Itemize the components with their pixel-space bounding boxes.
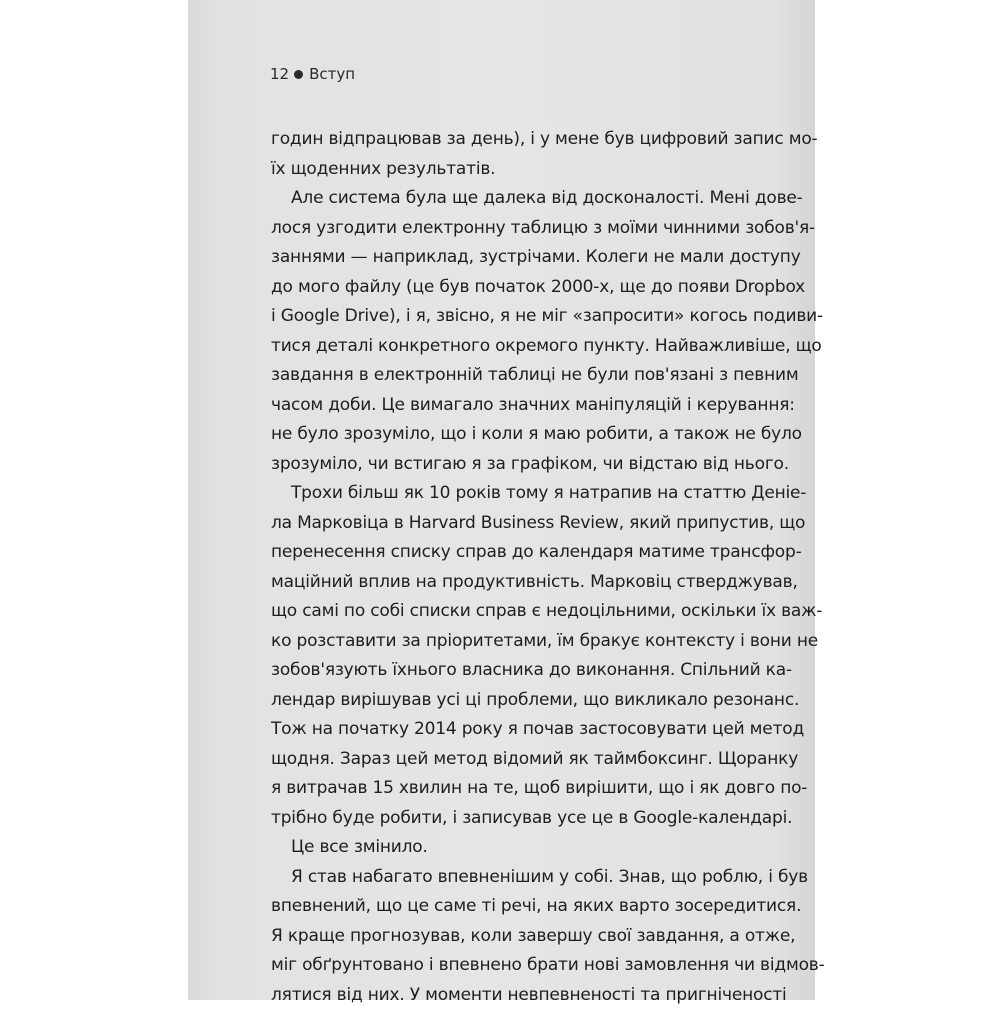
text-line: Це все змінило.: [271, 833, 773, 863]
text-line: я витрачав 15 хвилин на те, щоб вирішити, що і як довго по-: [271, 774, 773, 804]
text-line: годин відпрацював за день), і у мене був цифровий запис мо-: [271, 125, 773, 155]
bullet-icon: [294, 70, 303, 79]
text-line: зрозуміло, чи встигаю я за графіком, чи відстаю від нього.: [271, 450, 773, 480]
text-line: і Google Drive), і я, звісно, я не міг «запросити» когось подиви-: [271, 302, 773, 332]
running-header: [270, 62, 355, 86]
text-line: ла Марковіца в Harvard Business Review, який припустив, що: [271, 509, 773, 539]
text-line: перенесення списку справ до календаря матиме трансфор-: [271, 538, 773, 568]
text-line: їх щоденних результатів.: [271, 155, 773, 185]
text-line: завдання в електронній таблиці не були пов'язані з певним: [271, 361, 773, 391]
text-line: Я став набагато впевненішим у собі. Знав, що роблю, і був: [271, 863, 773, 893]
text-line: лендар вирішував усі ці проблеми, що викликало резонанс.: [271, 686, 773, 716]
text-line: маційний вплив на продуктивність. Марковіц стверджував,: [271, 568, 773, 598]
text-line: ко розставити за пріоритетами, їм бракує контексту і вони не: [271, 627, 773, 657]
text-line: лося узгодити електронну таблицю з моїми чинними зобов'я-: [271, 214, 773, 244]
text-line: Трохи більш як 10 років тому я натрапив на статтю Деніе-: [271, 479, 773, 509]
text-line: зобов'язують їхнього власника до виконання. Спільний ка-: [271, 656, 773, 686]
text-line: тися деталі конкретного окремого пункту. Найважливіше, що: [271, 332, 773, 362]
body-text: [271, 125, 773, 1010]
text-line: Але система була ще далека від досконалості. Мені дове-: [271, 184, 773, 214]
page-number: 12: [270, 65, 289, 83]
text-line: до мого файлу (це був початок 2000-х, ще до появи Dropbox: [271, 273, 773, 303]
text-line: часом доби. Це вимагало значних маніпуляцій і керування:: [271, 391, 773, 421]
book-page: [188, 0, 815, 1000]
section-title: Вступ: [309, 65, 355, 83]
text-line: що самі по собі списки справ є недоцільними, оскільки їх важ-: [271, 597, 773, 627]
text-line: впевнений, що це саме ті речі, на яких варто зосередитися.: [271, 892, 773, 922]
text-line: Тож на початку 2014 року я почав застосовувати цей метод: [271, 715, 773, 745]
text-line: заннями — наприклад, зустрічами. Колеги не мали доступу: [271, 243, 773, 273]
text-line: не було зрозуміло, що і коли я маю робити, а також не було: [271, 420, 773, 450]
text-line: міг обґрунтовано і впевнено брати нові замовлення чи відмов-: [271, 951, 773, 981]
text-line: Я краще прогнозував, коли завершу свої завдання, а отже,: [271, 922, 773, 952]
text-line: лятися від них. У моменти невпевненості та пригніченості: [271, 981, 773, 1010]
text-line: щодня. Зараз цей метод відомий як таймбоксинг. Щоранку: [271, 745, 773, 775]
text-line: трібно буде робити, і записував усе це в Google-календарі.: [271, 804, 773, 834]
